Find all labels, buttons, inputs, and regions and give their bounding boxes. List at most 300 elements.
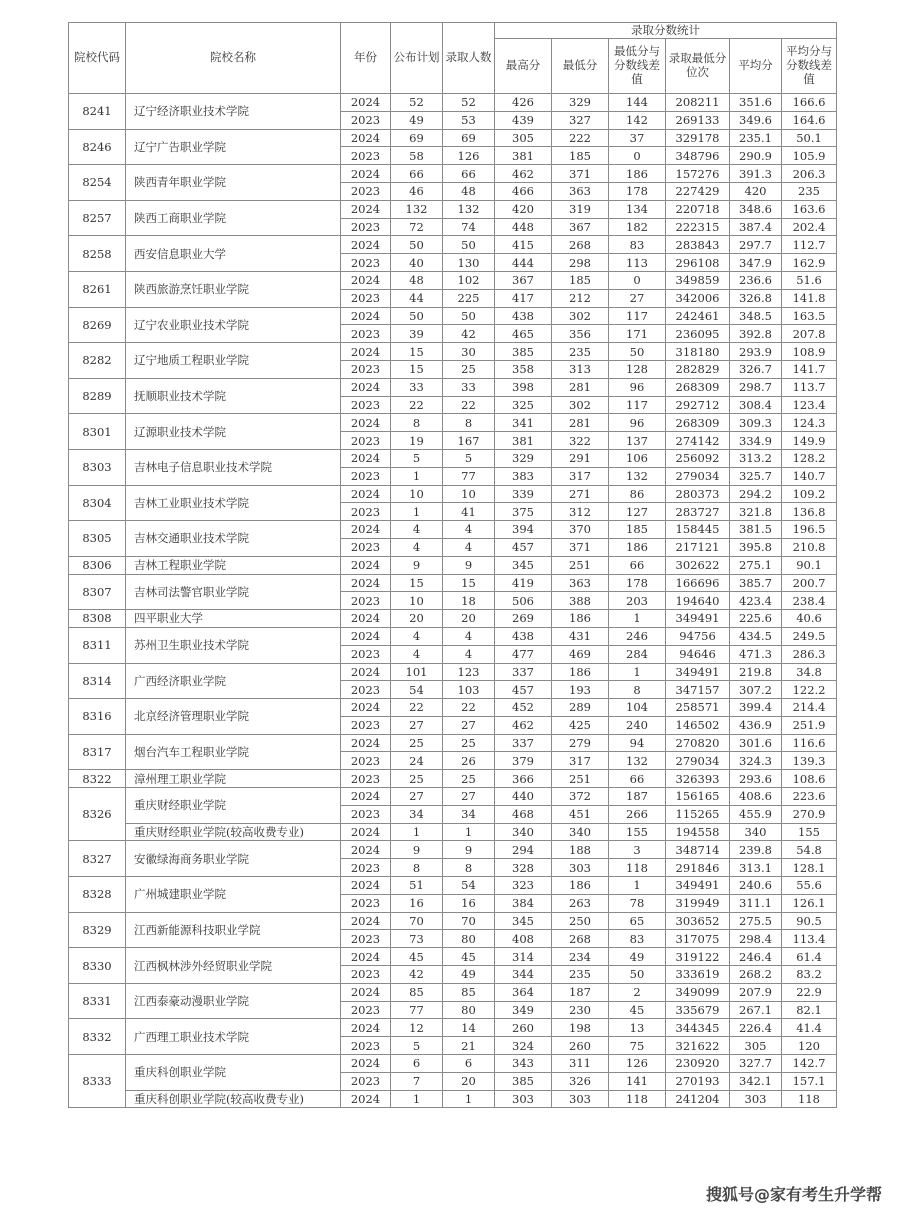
min-diff-cell: 117: [609, 307, 666, 325]
year-cell: 2023: [341, 592, 391, 610]
min-score-cell: 298: [552, 254, 609, 272]
avg-score-cell: 351.6: [730, 94, 782, 112]
rank-cell: 344345: [666, 1019, 730, 1037]
year-cell: 2024: [341, 841, 391, 859]
rank-cell: 303652: [666, 912, 730, 930]
avg-score-cell: 298.4: [730, 930, 782, 948]
max-score-cell: 457: [495, 681, 552, 699]
table-row: [69, 788, 837, 806]
plan-cell: 27: [391, 788, 443, 806]
avg-diff-cell: 113.7: [782, 378, 837, 396]
col-header-code: 院校代码: [69, 23, 126, 94]
admitted-cell: 9: [443, 841, 495, 859]
plan-cell: 22: [391, 699, 443, 717]
min-diff-cell: 8: [609, 681, 666, 699]
avg-diff-cell: 22.9: [782, 983, 837, 1001]
table-row: [69, 200, 837, 218]
min-score-cell: 187: [552, 983, 609, 1001]
rank-cell: 326393: [666, 770, 730, 788]
year-cell: 2023: [341, 467, 391, 485]
school-code: 8327: [69, 841, 126, 877]
plan-cell: 9: [391, 556, 443, 574]
school-code: 8289: [69, 378, 126, 414]
admitted-cell: 132: [443, 200, 495, 218]
rank-cell: 274142: [666, 432, 730, 450]
year-cell: 2024: [341, 610, 391, 628]
avg-score-cell: 219.8: [730, 663, 782, 681]
avg-diff-cell: 163.6: [782, 200, 837, 218]
plan-cell: 33: [391, 378, 443, 396]
min-diff-cell: 186: [609, 165, 666, 183]
rank-cell: 194640: [666, 592, 730, 610]
min-score-cell: 235: [552, 966, 609, 984]
avg-score-cell: 275.1: [730, 556, 782, 574]
year-cell: 2023: [341, 147, 391, 165]
min-score-cell: 263: [552, 894, 609, 912]
school-name: 吉林工程职业学院: [126, 556, 341, 574]
year-cell: 2023: [341, 503, 391, 521]
min-diff-cell: 66: [609, 770, 666, 788]
min-score-cell: 234: [552, 948, 609, 966]
col-header-admitted: 录取人数: [443, 23, 495, 94]
plan-cell: 34: [391, 805, 443, 823]
avg-diff-cell: 120: [782, 1037, 837, 1055]
rank-cell: 270820: [666, 734, 730, 752]
min-score-cell: 431: [552, 627, 609, 645]
plan-cell: 20: [391, 610, 443, 628]
school-code: 8269: [69, 307, 126, 343]
school-name: 辽源职业技术学院: [126, 414, 341, 450]
school-name: 烟台汽车工程职业学院: [126, 734, 341, 770]
avg-score-cell: 349.6: [730, 111, 782, 129]
avg-diff-cell: 139.3: [782, 752, 837, 770]
admitted-cell: 103: [443, 681, 495, 699]
rank-cell: 268309: [666, 414, 730, 432]
table-row: [69, 556, 837, 574]
school-code: 8322: [69, 770, 126, 788]
school-code: 8301: [69, 414, 126, 450]
avg-diff-cell: 238.4: [782, 592, 837, 610]
avg-score-cell: 326.7: [730, 360, 782, 378]
min-score-cell: 271: [552, 485, 609, 503]
plan-cell: 70: [391, 912, 443, 930]
admitted-cell: 1: [443, 1090, 495, 1108]
plan-cell: 1: [391, 1090, 443, 1108]
avg-score-cell: 348.6: [730, 200, 782, 218]
avg-diff-cell: 249.5: [782, 627, 837, 645]
avg-diff-cell: 270.9: [782, 805, 837, 823]
plan-cell: 25: [391, 770, 443, 788]
admitted-cell: 85: [443, 983, 495, 1001]
avg-score-cell: 236.6: [730, 271, 782, 289]
avg-diff-cell: 124.3: [782, 414, 837, 432]
min-score-cell: 186: [552, 610, 609, 628]
school-name: 重庆科创职业学院(较高收费专业): [126, 1090, 341, 1108]
watermark-text: 搜狐号@家有考生升学帮: [705, 1185, 882, 1204]
year-cell: 2023: [341, 752, 391, 770]
table-row: [69, 699, 837, 717]
table-row: [69, 770, 837, 788]
max-score-cell: 339: [495, 485, 552, 503]
plan-cell: 1: [391, 823, 443, 841]
min-score-cell: 317: [552, 467, 609, 485]
avg-score-cell: 471.3: [730, 645, 782, 663]
plan-cell: 4: [391, 521, 443, 539]
min-score-cell: 279: [552, 734, 609, 752]
school-code: 8308: [69, 610, 126, 628]
school-name: 四平职业大学: [126, 610, 341, 628]
max-score-cell: 345: [495, 912, 552, 930]
school-name: 广西经济职业学院: [126, 663, 341, 699]
plan-cell: 50: [391, 236, 443, 254]
min-score-cell: 356: [552, 325, 609, 343]
table-row: [69, 948, 837, 966]
plan-cell: 46: [391, 182, 443, 200]
avg-diff-cell: 41.4: [782, 1019, 837, 1037]
min-score-cell: 251: [552, 556, 609, 574]
table-row: [69, 485, 837, 503]
rank-cell: 242461: [666, 307, 730, 325]
school-name: 重庆财经职业学院(较高收费专业): [126, 823, 341, 841]
admitted-cell: 22: [443, 396, 495, 414]
col-header-year: 年份: [341, 23, 391, 94]
min-score-cell: 425: [552, 716, 609, 734]
rank-cell: 291846: [666, 859, 730, 877]
school-code: 8303: [69, 449, 126, 485]
table-row: [69, 271, 837, 289]
max-score-cell: 337: [495, 663, 552, 681]
admitted-cell: 22: [443, 699, 495, 717]
year-cell: 2023: [341, 770, 391, 788]
school-code: 8314: [69, 663, 126, 699]
max-score-cell: 379: [495, 752, 552, 770]
min-score-cell: 198: [552, 1019, 609, 1037]
school-name: 重庆科创职业学院: [126, 1055, 341, 1091]
plan-cell: 24: [391, 752, 443, 770]
min-score-cell: 312: [552, 503, 609, 521]
avg-score-cell: 436.9: [730, 716, 782, 734]
min-diff-cell: 178: [609, 574, 666, 592]
school-name: 辽宁广告职业学院: [126, 129, 341, 165]
max-score-cell: 448: [495, 218, 552, 236]
year-cell: 2023: [341, 966, 391, 984]
max-score-cell: 324: [495, 1037, 552, 1055]
min-diff-cell: 86: [609, 485, 666, 503]
admitted-cell: 48: [443, 182, 495, 200]
min-diff-cell: 66: [609, 556, 666, 574]
table-row: [69, 877, 837, 895]
avg-diff-cell: 223.6: [782, 788, 837, 806]
min-score-cell: 371: [552, 538, 609, 556]
rank-cell: 158445: [666, 521, 730, 539]
admitted-cell: 27: [443, 788, 495, 806]
admitted-cell: 9: [443, 556, 495, 574]
school-code: 8261: [69, 271, 126, 307]
rank-cell: 349491: [666, 610, 730, 628]
min-diff-cell: 186: [609, 538, 666, 556]
max-score-cell: 349: [495, 1001, 552, 1019]
year-cell: 2023: [341, 360, 391, 378]
year-cell: 2023: [341, 396, 391, 414]
min-score-cell: 302: [552, 396, 609, 414]
avg-score-cell: 342.1: [730, 1072, 782, 1090]
admitted-cell: 8: [443, 414, 495, 432]
min-score-cell: 303: [552, 1090, 609, 1108]
plan-cell: 4: [391, 627, 443, 645]
max-score-cell: 269: [495, 610, 552, 628]
table-row: [69, 521, 837, 539]
min-diff-cell: 78: [609, 894, 666, 912]
school-code: 8241: [69, 94, 126, 130]
rank-cell: 296108: [666, 254, 730, 272]
year-cell: 2023: [341, 254, 391, 272]
plan-cell: 77: [391, 1001, 443, 1019]
school-name: 辽宁地质工程职业学院: [126, 343, 341, 379]
school-code: 8330: [69, 948, 126, 984]
min-score-cell: 235: [552, 343, 609, 361]
plan-cell: 58: [391, 147, 443, 165]
admitted-cell: 21: [443, 1037, 495, 1055]
avg-score-cell: 246.4: [730, 948, 782, 966]
rank-cell: 283727: [666, 503, 730, 521]
admitted-cell: 42: [443, 325, 495, 343]
col-header-plan: 公布计划: [391, 23, 443, 94]
min-diff-cell: 96: [609, 414, 666, 432]
min-score-cell: 222: [552, 129, 609, 147]
avg-score-cell: 293.6: [730, 770, 782, 788]
max-score-cell: 477: [495, 645, 552, 663]
min-score-cell: 193: [552, 681, 609, 699]
admitted-cell: 8: [443, 859, 495, 877]
max-score-cell: 438: [495, 627, 552, 645]
school-code: 8333: [69, 1055, 126, 1108]
admitted-cell: 123: [443, 663, 495, 681]
max-score-cell: 439: [495, 111, 552, 129]
min-diff-cell: 178: [609, 182, 666, 200]
min-diff-cell: 126: [609, 1055, 666, 1073]
admitted-cell: 16: [443, 894, 495, 912]
table-row: [69, 823, 837, 841]
table-row: [69, 307, 837, 325]
avg-score-cell: 347.9: [730, 254, 782, 272]
table-row: [69, 236, 837, 254]
avg-score-cell: 309.3: [730, 414, 782, 432]
year-cell: 2023: [341, 894, 391, 912]
min-score-cell: 367: [552, 218, 609, 236]
avg-diff-cell: 163.5: [782, 307, 837, 325]
min-score-cell: 230: [552, 1001, 609, 1019]
admitted-cell: 33: [443, 378, 495, 396]
year-cell: 2024: [341, 912, 391, 930]
plan-cell: 51: [391, 877, 443, 895]
admitted-cell: 34: [443, 805, 495, 823]
plan-cell: 15: [391, 360, 443, 378]
min-diff-cell: 142: [609, 111, 666, 129]
plan-cell: 5: [391, 449, 443, 467]
year-cell: 2024: [341, 378, 391, 396]
avg-diff-cell: 286.3: [782, 645, 837, 663]
min-diff-cell: 1: [609, 663, 666, 681]
avg-diff-cell: 214.4: [782, 699, 837, 717]
year-cell: 2024: [341, 983, 391, 1001]
year-cell: 2023: [341, 182, 391, 200]
school-code: 8304: [69, 485, 126, 521]
max-score-cell: 358: [495, 360, 552, 378]
rank-cell: 349099: [666, 983, 730, 1001]
max-score-cell: 417: [495, 289, 552, 307]
avg-score-cell: 301.6: [730, 734, 782, 752]
max-score-cell: 314: [495, 948, 552, 966]
avg-diff-cell: 108.9: [782, 343, 837, 361]
avg-score-cell: 290.9: [730, 147, 782, 165]
admission-score-sheet: [68, 22, 837, 1108]
avg-diff-cell: 123.4: [782, 396, 837, 414]
avg-diff-cell: 235: [782, 182, 837, 200]
min-diff-cell: 50: [609, 966, 666, 984]
rank-cell: 317075: [666, 930, 730, 948]
avg-score-cell: 325.7: [730, 467, 782, 485]
avg-score-cell: 225.6: [730, 610, 782, 628]
plan-cell: 66: [391, 165, 443, 183]
avg-score-cell: 239.8: [730, 841, 782, 859]
plan-cell: 10: [391, 592, 443, 610]
admitted-cell: 1: [443, 823, 495, 841]
min-score-cell: 251: [552, 770, 609, 788]
avg-diff-cell: 128.1: [782, 859, 837, 877]
plan-cell: 15: [391, 343, 443, 361]
max-score-cell: 444: [495, 254, 552, 272]
min-diff-cell: 117: [609, 396, 666, 414]
school-code: 8305: [69, 521, 126, 557]
avg-score-cell: 207.9: [730, 983, 782, 1001]
min-score-cell: 372: [552, 788, 609, 806]
plan-cell: 44: [391, 289, 443, 307]
avg-diff-cell: 90.1: [782, 556, 837, 574]
max-score-cell: 381: [495, 432, 552, 450]
year-cell: 2024: [341, 699, 391, 717]
avg-score-cell: 294.2: [730, 485, 782, 503]
min-score-cell: 370: [552, 521, 609, 539]
plan-cell: 54: [391, 681, 443, 699]
avg-score-cell: 381.5: [730, 521, 782, 539]
plan-cell: 132: [391, 200, 443, 218]
avg-diff-cell: 34.8: [782, 663, 837, 681]
min-diff-cell: 49: [609, 948, 666, 966]
min-score-cell: 188: [552, 841, 609, 859]
max-score-cell: 325: [495, 396, 552, 414]
table-row: [69, 378, 837, 396]
max-score-cell: 340: [495, 823, 552, 841]
avg-score-cell: 268.2: [730, 966, 782, 984]
admitted-cell: 30: [443, 343, 495, 361]
school-code: 8311: [69, 627, 126, 663]
table-row: [69, 912, 837, 930]
year-cell: 2024: [341, 485, 391, 503]
rank-cell: 280373: [666, 485, 730, 503]
admission-table: [68, 22, 837, 1108]
avg-diff-cell: 155: [782, 823, 837, 841]
school-name: 广州城建职业学院: [126, 877, 341, 913]
admitted-cell: 26: [443, 752, 495, 770]
avg-score-cell: 305: [730, 1037, 782, 1055]
table-row: [69, 734, 837, 752]
admitted-cell: 102: [443, 271, 495, 289]
col-header-max: 最高分: [495, 39, 552, 94]
year-cell: 2024: [341, 200, 391, 218]
school-name: 漳州理工职业学院: [126, 770, 341, 788]
table-row: [69, 129, 837, 147]
max-score-cell: 462: [495, 716, 552, 734]
max-score-cell: 506: [495, 592, 552, 610]
admitted-cell: 18: [443, 592, 495, 610]
rank-cell: 329178: [666, 129, 730, 147]
max-score-cell: 260: [495, 1019, 552, 1037]
avg-score-cell: 226.4: [730, 1019, 782, 1037]
min-diff-cell: 118: [609, 859, 666, 877]
avg-diff-cell: 122.2: [782, 681, 837, 699]
avg-score-cell: 395.8: [730, 538, 782, 556]
max-score-cell: 303: [495, 1090, 552, 1108]
plan-cell: 6: [391, 1055, 443, 1073]
max-score-cell: 419: [495, 574, 552, 592]
avg-diff-cell: 141.7: [782, 360, 837, 378]
max-score-cell: 344: [495, 966, 552, 984]
admitted-cell: 130: [443, 254, 495, 272]
admitted-cell: 45: [443, 948, 495, 966]
rank-cell: 227429: [666, 182, 730, 200]
min-score-cell: 260: [552, 1037, 609, 1055]
admitted-cell: 27: [443, 716, 495, 734]
table-row: [69, 627, 837, 645]
rank-cell: 292712: [666, 396, 730, 414]
max-score-cell: 375: [495, 503, 552, 521]
table-row: [69, 94, 837, 112]
admitted-cell: 4: [443, 627, 495, 645]
plan-cell: 15: [391, 574, 443, 592]
year-cell: 2023: [341, 218, 391, 236]
min-score-cell: 363: [552, 574, 609, 592]
min-diff-cell: 187: [609, 788, 666, 806]
school-code: 8307: [69, 574, 126, 610]
min-diff-cell: 141: [609, 1072, 666, 1090]
plan-cell: 39: [391, 325, 443, 343]
avg-score-cell: 313.2: [730, 449, 782, 467]
year-cell: 2024: [341, 734, 391, 752]
min-diff-cell: 27: [609, 289, 666, 307]
max-score-cell: 385: [495, 1072, 552, 1090]
col-header-avg-diff: 平均分与分数线差值: [782, 39, 837, 94]
min-diff-cell: 134: [609, 200, 666, 218]
avg-diff-cell: 141.8: [782, 289, 837, 307]
avg-diff-cell: 206.3: [782, 165, 837, 183]
school-name: 西安信息职业大学: [126, 236, 341, 272]
plan-cell: 4: [391, 538, 443, 556]
school-code: 8246: [69, 129, 126, 165]
school-name: 江西泰豪动漫职业学院: [126, 983, 341, 1019]
avg-diff-cell: 207.8: [782, 325, 837, 343]
avg-diff-cell: 128.2: [782, 449, 837, 467]
min-diff-cell: 266: [609, 805, 666, 823]
plan-cell: 8: [391, 859, 443, 877]
table-row: [69, 449, 837, 467]
avg-diff-cell: 105.9: [782, 147, 837, 165]
school-name: 吉林电子信息职业技术学院: [126, 449, 341, 485]
min-score-cell: 186: [552, 663, 609, 681]
max-score-cell: 384: [495, 894, 552, 912]
rank-cell: 279034: [666, 467, 730, 485]
school-name: 江西新能源科技职业学院: [126, 912, 341, 948]
year-cell: 2024: [341, 823, 391, 841]
